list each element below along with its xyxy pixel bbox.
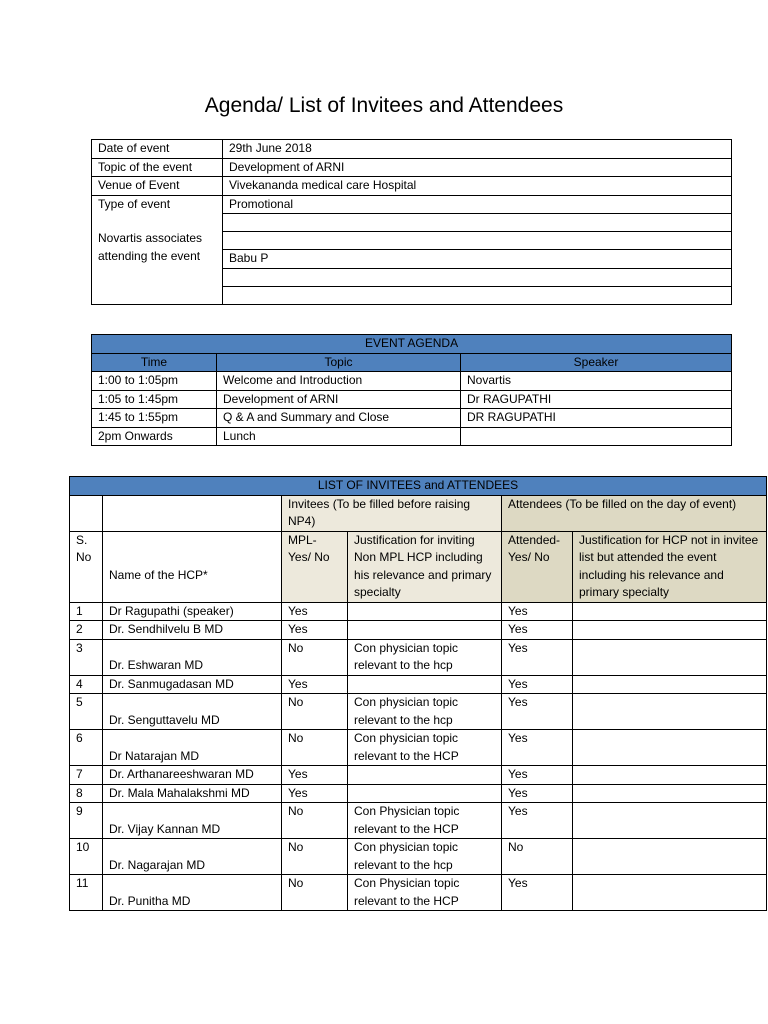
col-sno: S. No <box>70 531 103 602</box>
agenda-speaker <box>461 427 732 446</box>
row-mpl: Yes <box>282 784 348 803</box>
row-attended: Yes <box>502 875 573 911</box>
invitees-heading: LIST OF INVITEES and ATTENDEES <box>70 477 767 496</box>
table-row <box>70 839 767 875</box>
row-justification-2 <box>573 694 767 730</box>
agenda-speaker: DR RAGUPATHI <box>461 409 732 428</box>
agenda-topic: Welcome and Introduction <box>217 372 461 391</box>
col-attended: Attended- Yes/ No <box>502 531 573 602</box>
type-value: Promotional <box>223 195 732 214</box>
row-attended: Yes <box>502 803 573 839</box>
row-name: Dr. Arthanareeshwaran MD <box>103 766 282 785</box>
agenda-time: 2pm Onwards <box>92 427 217 446</box>
agenda-col-topic: Topic <box>217 353 461 372</box>
row-name: Dr. Senguttavelu MD <box>103 694 282 730</box>
venue-value: Vivekananda medical care Hospital <box>223 177 732 196</box>
row-mpl: No <box>282 839 348 875</box>
date-value: 29th June 2018 <box>223 140 732 159</box>
row-name: Dr. Mala Mahalakshmi MD <box>103 784 282 803</box>
agenda-speaker: Dr RAGUPATHI <box>461 390 732 409</box>
row-sno: 7 <box>70 766 103 785</box>
row-mpl: No <box>282 694 348 730</box>
agenda-topic: Q & A and Summary and Close <box>217 409 461 428</box>
row-attended: Yes <box>502 639 573 675</box>
row-name: Dr. Sendhilvelu B MD <box>103 621 282 640</box>
row-justification-2 <box>573 803 767 839</box>
row-justification: Con Physician topic relevant to the HCP <box>348 803 502 839</box>
col-mpl: MPL- Yes/ No <box>282 531 348 602</box>
agenda-row <box>92 427 732 446</box>
agenda-time: 1:45 to 1:55pm <box>92 409 217 428</box>
table-row <box>70 784 767 803</box>
row-sno: 11 <box>70 875 103 911</box>
row-justification <box>348 621 502 640</box>
blank-cell <box>70 495 103 531</box>
type-associates-cell <box>92 195 223 304</box>
row-mpl: No <box>282 730 348 766</box>
row-mpl: Yes <box>282 766 348 785</box>
row-justification-2 <box>573 766 767 785</box>
row-name: Dr. Nagarajan MD <box>103 839 282 875</box>
associate-empty-4 <box>223 286 732 304</box>
attendees-group-header: Attendees (To be filled on the day of event) <box>502 495 767 531</box>
row-justification-2 <box>573 730 767 766</box>
table-row <box>70 675 767 694</box>
row-justification-2 <box>573 875 767 911</box>
row-name: Dr. Punitha MD <box>103 875 282 911</box>
row-attended: Yes <box>502 694 573 730</box>
row-justification-2 <box>573 639 767 675</box>
agenda-col-speaker: Speaker <box>461 353 732 372</box>
row-mpl: Yes <box>282 621 348 640</box>
row-sno: 4 <box>70 675 103 694</box>
table-row <box>70 621 767 640</box>
topic-label: Topic of the event <box>92 158 223 177</box>
row-justification: Con physician topic relevant to the hcp <box>348 694 502 730</box>
row-name: Dr. Sanmugadasan MD <box>103 675 282 694</box>
row-attended: No <box>502 839 573 875</box>
row-sno: 9 <box>70 803 103 839</box>
row-justification: Con physician topic relevant to the HCP <box>348 730 502 766</box>
col-justification: Justification for inviting Non MPL HCP including his relevance and primary specialty <box>348 531 502 602</box>
row-justification <box>348 784 502 803</box>
row-sno: 1 <box>70 602 103 621</box>
associate-empty-1 <box>223 214 732 232</box>
table-row <box>70 803 767 839</box>
agenda-topic: Lunch <box>217 427 461 446</box>
row-attended: Yes <box>502 675 573 694</box>
table-row <box>70 730 767 766</box>
row-justification-2 <box>573 621 767 640</box>
agenda-topic: Development of ARNI <box>217 390 461 409</box>
invitees-group-header: Invitees (To be filled before raising NP4) <box>282 495 502 531</box>
row-mpl: Yes <box>282 675 348 694</box>
page-title: Agenda/ List of Invitees and Attendees <box>204 94 564 117</box>
row-sno: 5 <box>70 694 103 730</box>
row-name: Dr. Eshwaran MD <box>103 639 282 675</box>
row-justification: Con physician topic relevant to the hcp <box>348 839 502 875</box>
associates-label: Novartis associates attending the event <box>98 231 203 263</box>
row-justification-2 <box>573 839 767 875</box>
row-attended: Yes <box>502 621 573 640</box>
blank-cell <box>103 495 282 531</box>
agenda-time: 1:05 to 1:45pm <box>92 390 217 409</box>
row-mpl: No <box>282 639 348 675</box>
associate-empty-2 <box>223 232 732 250</box>
agenda-col-time: Time <box>92 353 217 372</box>
associate-empty-3 <box>223 268 732 286</box>
agenda-row <box>92 372 732 391</box>
row-justification-2 <box>573 675 767 694</box>
row-justification-2 <box>573 602 767 621</box>
row-sno: 8 <box>70 784 103 803</box>
row-name: Dr Natarajan MD <box>103 730 282 766</box>
table-row <box>70 875 767 911</box>
row-name: Dr Ragupathi (speaker) <box>103 602 282 621</box>
col-name: Name of the HCP* <box>103 531 282 602</box>
event-agenda-table <box>91 334 732 446</box>
row-attended: Yes <box>502 730 573 766</box>
associate-1: Babu P <box>223 250 732 269</box>
row-mpl: Yes <box>282 602 348 621</box>
row-justification: Con Physician topic relevant to the HCP <box>348 875 502 911</box>
table-row <box>70 602 767 621</box>
event-info-table <box>91 139 732 305</box>
row-sno: 10 <box>70 839 103 875</box>
table-row <box>70 639 767 675</box>
date-label: Date of event <box>92 140 223 159</box>
row-name: Dr. Vijay Kannan MD <box>103 803 282 839</box>
col-justification-2: Justification for HCP not in invitee list but attended the event including his relevance and primary specialty <box>573 531 767 602</box>
topic-value: Development of ARNI <box>223 158 732 177</box>
table-row <box>70 766 767 785</box>
venue-label: Venue of Event <box>92 177 223 196</box>
row-attended: Yes <box>502 602 573 621</box>
row-justification <box>348 766 502 785</box>
row-mpl: No <box>282 875 348 911</box>
agenda-row <box>92 409 732 428</box>
row-justification <box>348 675 502 694</box>
row-justification: Con physician topic relevant to the hcp <box>348 639 502 675</box>
row-sno: 6 <box>70 730 103 766</box>
row-mpl: No <box>282 803 348 839</box>
table-row <box>70 694 767 730</box>
row-sno: 2 <box>70 621 103 640</box>
row-attended: Yes <box>502 784 573 803</box>
agenda-heading: EVENT AGENDA <box>92 335 732 354</box>
row-justification-2 <box>573 784 767 803</box>
type-label: Type of event <box>98 196 171 211</box>
row-attended: Yes <box>502 766 573 785</box>
agenda-row <box>92 390 732 409</box>
row-sno: 3 <box>70 639 103 675</box>
row-justification <box>348 602 502 621</box>
agenda-speaker: Novartis <box>461 372 732 391</box>
invitees-table <box>69 476 767 911</box>
agenda-time: 1:00 to 1:05pm <box>92 372 217 391</box>
